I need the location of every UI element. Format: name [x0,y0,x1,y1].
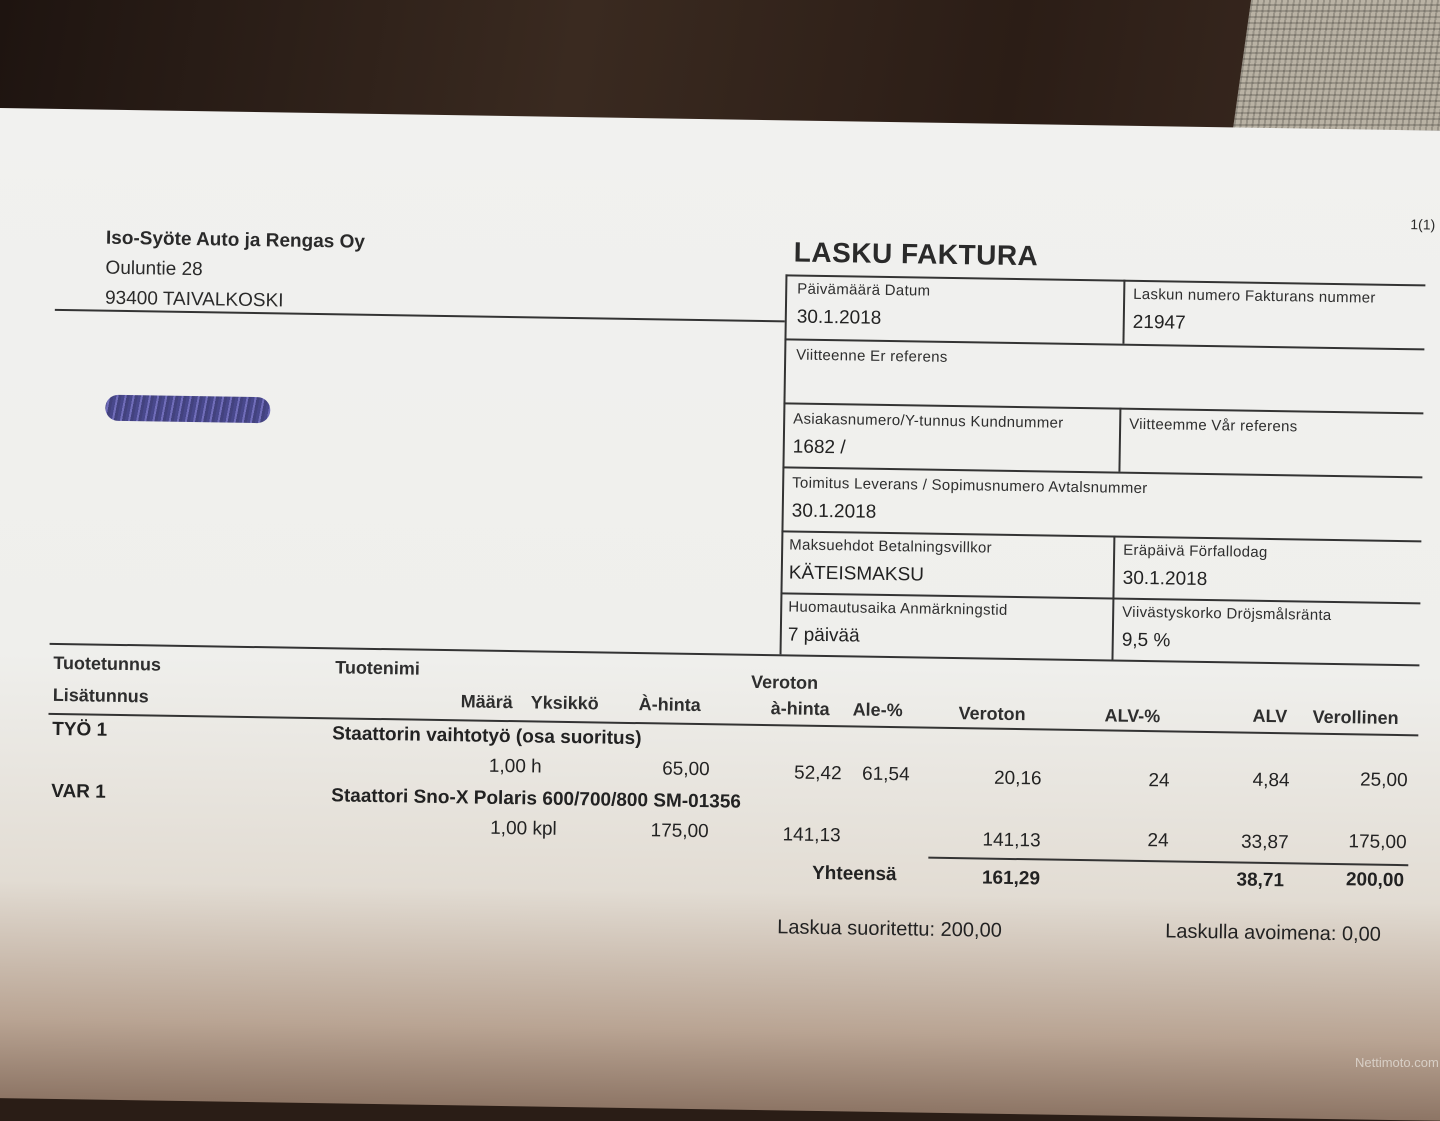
due-date-label: Eräpäivä Förfallodag [1123,541,1268,561]
row1-code: TYÖ 1 [52,718,108,741]
totals-gross: 200,00 [1345,869,1405,892]
table-header-underline [48,713,1418,737]
seller-company-name: Iso-Syöte Auto ja Rengas Oy [105,227,366,253]
header-gross: Verollinen [1312,706,1399,729]
row1-vat: 4,84 [1252,769,1290,792]
row2-vat: 33,87 [1240,831,1289,854]
totals-label: Yhteensä [811,862,897,886]
header-product-name: Tuotenimi [335,657,421,679]
row1-unit-price: 65,00 [661,758,710,781]
watermark: Nettimoto.com [1355,1055,1439,1070]
customer-number-value: 1682 / [792,436,846,459]
row2-vat-percent: 24 [1147,830,1169,852]
header-net-unit-price-top: Veroton [750,671,819,693]
header-discount: Ale-% [852,699,903,721]
header-net-unit-price-bottom: à-hinta [770,698,830,720]
payment-terms-label: Maksuehdot Betalningsvillkor [789,536,993,557]
delivery-value: 30.1.2018 [791,500,877,523]
row1-gross: 25,00 [1359,769,1408,792]
date-label: Päivämäärä Datum [797,280,931,300]
row1-net: 20,16 [993,767,1042,790]
row2-code: VAR 1 [51,780,106,803]
totals-vat: 38,71 [1236,869,1285,892]
row2-net-unit-price: 141,13 [782,824,841,847]
page-number: 1(1) [1410,216,1436,233]
due-date-value: 30.1.2018 [1122,567,1208,591]
open-amount-text: Laskulla avoimena: 0,00 [1165,920,1382,946]
redacted-customer-name [105,395,270,424]
totals-net: 161,29 [981,867,1041,890]
header-vat: ALV [1252,705,1288,727]
box-split-1 [1122,280,1125,344]
row2-gross: 175,00 [1348,831,1407,854]
row1-vat-percent: 24 [1148,770,1170,792]
header-vat-percent: ALV-% [1104,705,1161,727]
box-split-2 [1118,408,1121,472]
row1-name: Staattorin vaihtotyö (osa suoritus) [332,723,642,750]
row1-quantity-unit: 1,00 h [488,755,542,778]
row2-quantity-unit: 1,00 kpl [490,817,557,840]
date-value: 30.1.2018 [796,306,882,329]
row2-unit-price: 175,00 [650,820,709,843]
customer-number-label: Asiakasnumero/Y-tunnus Kundnummer [793,410,1064,432]
delivery-label: Toimitus Leverans / Sopimusnumero Avtalsnummer [792,474,1148,498]
header-product-code: Tuotetunnus [53,652,162,675]
totals-line [928,857,1408,867]
row1-discount: 61,54 [861,763,910,786]
header-unit: Yksikkö [530,692,599,714]
box-bottom-line [50,643,1420,667]
payment-terms-value: KÄTEISMAKSU [788,562,925,586]
invoice-sheet [0,108,1440,1121]
our-reference-label: Viitteemme Vår referens [1129,415,1298,436]
late-interest-value: 9,5 % [1121,629,1171,652]
late-interest-label: Viivästyskorko Dröjsmålsränta [1122,603,1332,624]
row2-net: 141,13 [982,829,1041,852]
complaint-time-label: Huomautusaika Anmärkningstid [788,598,1008,619]
header-unit-price: À-hinta [638,694,701,716]
header-quantity: Määrä [460,691,513,713]
document-title: LASKU FAKTURA [793,236,1039,272]
complaint-time-value: 7 päivää [787,624,860,647]
seller-city: 93400 TAIVALKOSKI [104,287,284,312]
header-extra-code: Lisätunnus [52,684,149,707]
paid-amount-text: Laskua suoritettu: 200,00 [777,916,1002,942]
your-reference-label: Viitteenne Er referens [796,346,948,366]
row2-name: Staattori Sno-X Polaris 600/700/800 SM-01356 [331,785,742,813]
header-divider [55,309,785,322]
box-left-line [780,274,788,654]
invoice-number-label: Laskun numero Fakturans nummer [1133,285,1376,307]
row1-net-unit-price: 52,42 [793,762,842,785]
seller-street: Ouluntie 28 [105,257,203,281]
invoice-number-value: 21947 [1132,311,1186,334]
header-net: Veroton [958,703,1026,725]
